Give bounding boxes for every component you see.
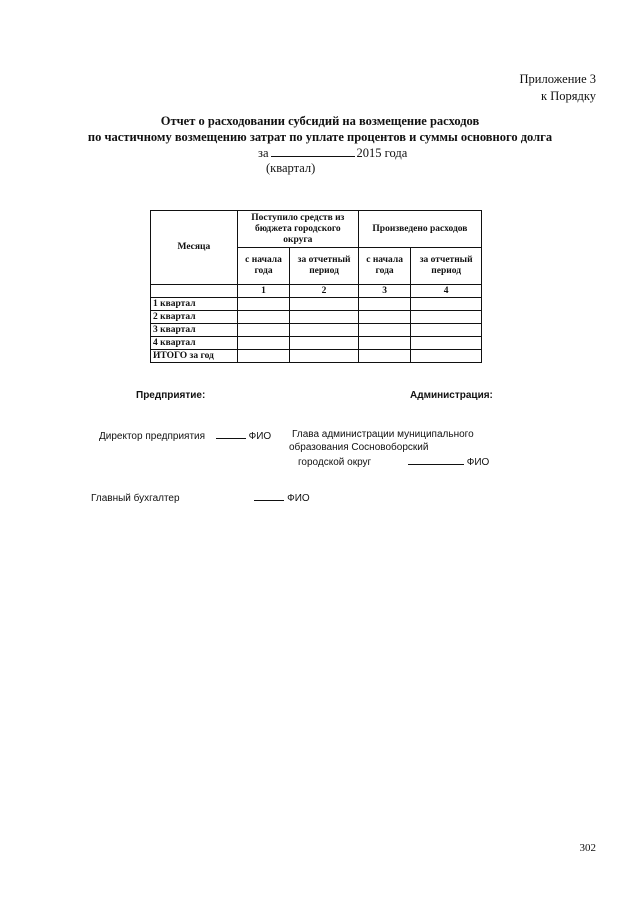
table-cell[interactable] [290, 311, 359, 324]
period-note: (квартал) [266, 161, 316, 175]
table-cell[interactable] [358, 350, 410, 363]
accountant-title: Главный бухгалтер [91, 493, 180, 504]
table-cell[interactable] [358, 311, 410, 324]
accountant-signature [91, 490, 310, 505]
header-received: Поступило средств из бюджета городского округа [237, 211, 358, 248]
period-prefix: за [258, 146, 269, 160]
director-title: Директор предприятия [99, 431, 206, 442]
row-label: 1 квартал [151, 298, 238, 311]
head-title-line-3: городской округ [298, 457, 372, 468]
column-number-blank [151, 285, 238, 298]
row-label: 2 квартал [151, 311, 238, 324]
table-column-numbers-row [151, 285, 482, 298]
table-row [151, 324, 482, 337]
table-cell[interactable] [237, 311, 289, 324]
table-cell[interactable] [290, 337, 359, 350]
header-months: Месяца [151, 211, 238, 285]
period-blank-line [271, 145, 355, 157]
column-number: 4 [411, 285, 482, 298]
table-cell[interactable] [290, 298, 359, 311]
header-spent: Произведено расходов [358, 211, 481, 248]
table-cell[interactable] [411, 298, 482, 311]
head-title-line-2: образования Сосновоборский [289, 442, 429, 453]
table-cell[interactable] [358, 324, 410, 337]
head-signature-line [408, 454, 464, 465]
table-cell[interactable] [237, 350, 289, 363]
table-cell[interactable] [237, 324, 289, 337]
column-number: 2 [290, 285, 359, 298]
document-title [0, 113, 640, 145]
table-cell[interactable] [358, 298, 410, 311]
subheader-spent-reporting: за отчетный период [411, 248, 482, 285]
director-signature-line [216, 428, 246, 439]
table-cell[interactable] [237, 337, 289, 350]
row-label: 4 квартал [151, 337, 238, 350]
table-cell[interactable] [411, 337, 482, 350]
title-line-2: по частичному возмещению затрат по уплате процентов и суммы основного долга [87, 130, 553, 144]
table-row [151, 311, 482, 324]
period-suffix: 2015 года [356, 146, 408, 160]
director-signature [99, 428, 271, 443]
table-cell[interactable] [290, 350, 359, 363]
subheader-received-from-start: с начала года [237, 248, 289, 285]
appendix-line-2: к Порядку [541, 89, 596, 103]
accountant-fio: ФИО [287, 493, 310, 504]
subheader-spent-from-start: с начала года [358, 248, 410, 285]
appendix-note [520, 71, 596, 105]
report-period [258, 145, 407, 161]
table-cell[interactable] [237, 298, 289, 311]
accountant-signature-line [254, 490, 284, 501]
table-row-total [151, 350, 482, 363]
page-number: 302 [579, 842, 596, 854]
table-cell[interactable] [411, 350, 482, 363]
head-signature [298, 454, 489, 469]
head-title-line-1: Глава администрации муниципального [292, 429, 474, 440]
table-cell[interactable] [290, 324, 359, 337]
table-cell[interactable] [411, 324, 482, 337]
table-row [151, 337, 482, 350]
enterprise-label: Предприятие: [136, 390, 206, 401]
table-cell[interactable] [411, 311, 482, 324]
row-label-total: ИТОГО за год [151, 350, 238, 363]
subheader-received-reporting: за отчетный период [290, 248, 359, 285]
appendix-line-1: Приложение 3 [519, 72, 596, 86]
administration-label: Администрация: [410, 390, 493, 401]
head-fio: ФИО [466, 457, 490, 468]
column-number: 1 [237, 285, 289, 298]
report-table [150, 210, 482, 363]
director-fio: ФИО [248, 431, 272, 442]
column-number: 3 [358, 285, 410, 298]
title-line-1: Отчет о расходовании субсидий на возмещение расходов [160, 114, 480, 128]
table-row [151, 298, 482, 311]
table-header-row [151, 211, 482, 248]
row-label: 3 квартал [151, 324, 238, 337]
table-cell[interactable] [358, 337, 410, 350]
